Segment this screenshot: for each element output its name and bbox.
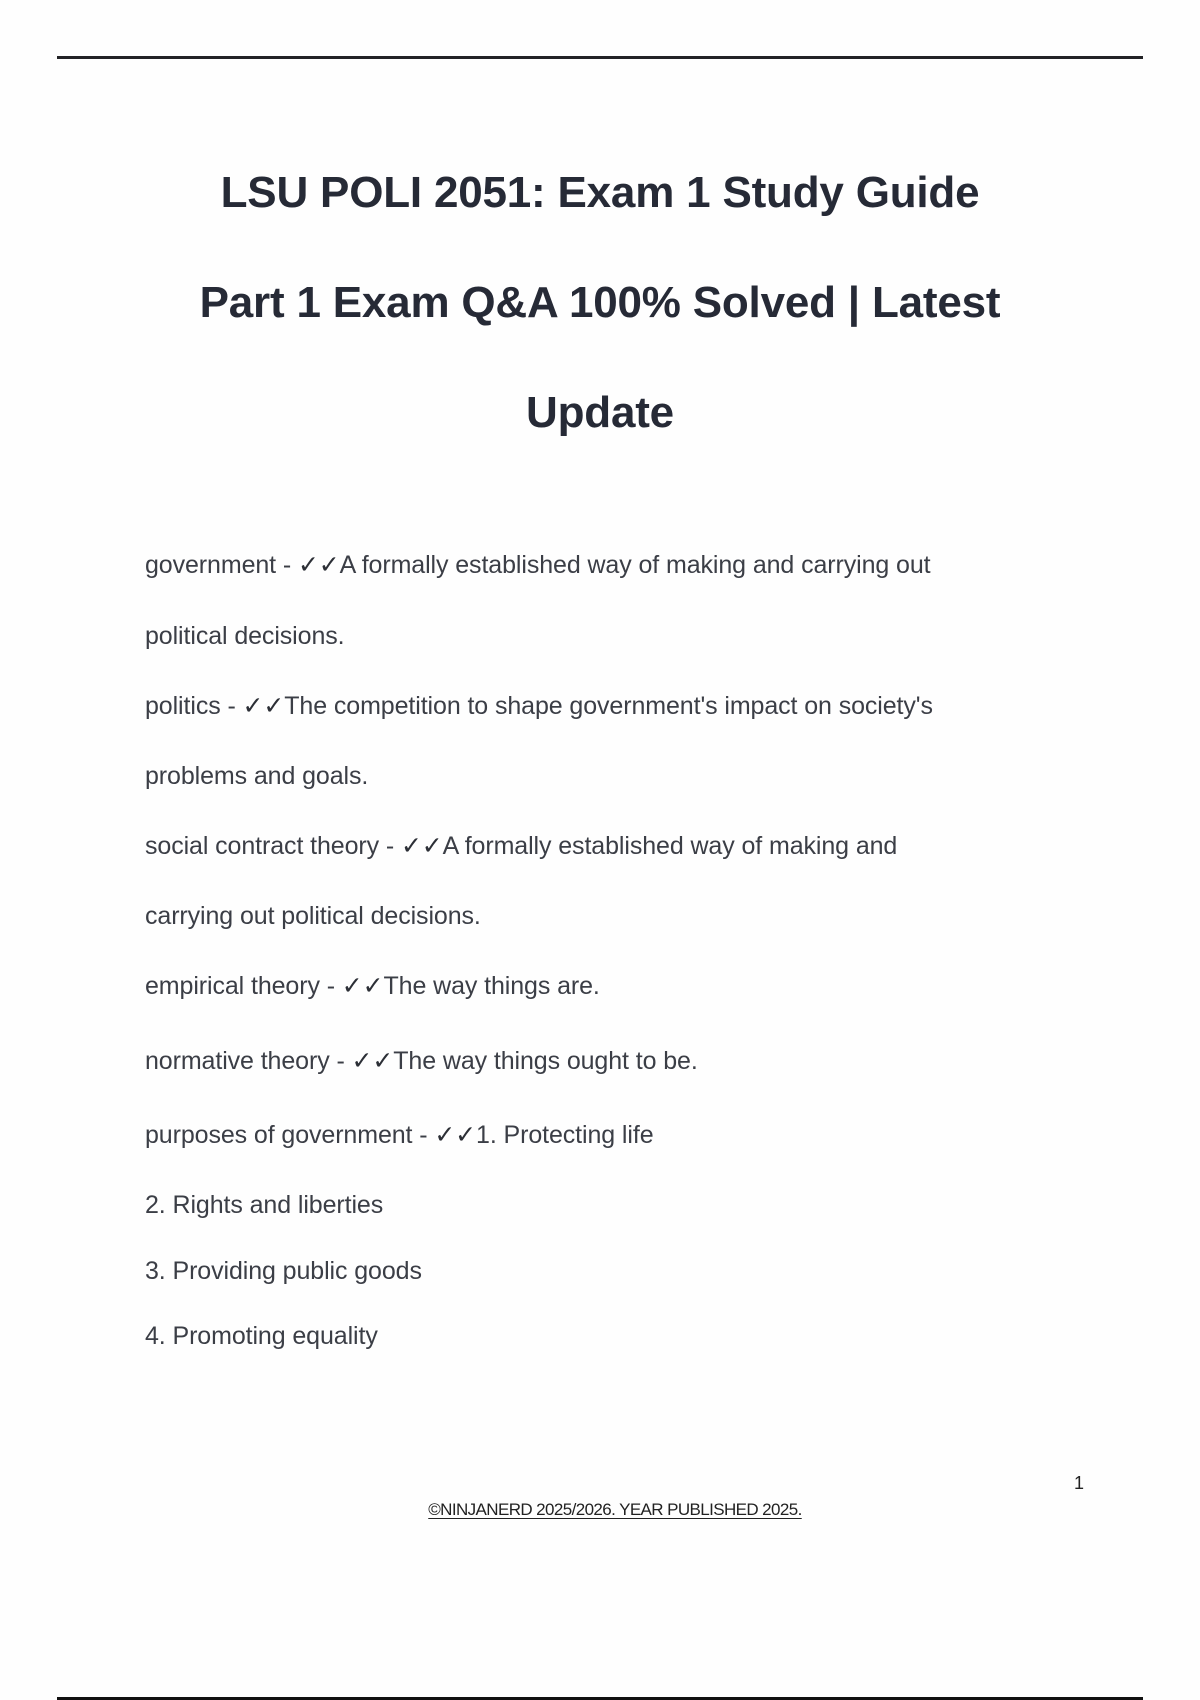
entry-definition: The way things ought to be.: [393, 1047, 698, 1075]
entry-term: government: [145, 551, 277, 579]
double-checkmark-icon: ✓✓: [400, 832, 443, 860]
title-line-2: Part 1 Exam Q&A 100% Solved | Latest: [199, 278, 1001, 327]
entry-separator: -: [220, 692, 243, 720]
entry-term: empirical theory: [145, 972, 320, 1000]
entry-definition: The competition to shape government's impact on society's: [284, 692, 933, 720]
document-title: [100, 138, 1100, 468]
entry-term: normative theory: [145, 1047, 330, 1075]
double-checkmark-icon: ✓✓: [242, 692, 285, 720]
entry-social-contract-line-2: carrying out political decisions.: [145, 902, 481, 930]
entry-term: social contract theory: [145, 832, 380, 860]
entry-separator: -: [276, 551, 298, 579]
entry-politics-line-1: [145, 691, 933, 721]
entry-separator: -: [319, 972, 342, 1000]
entry-definition: A formally established way of making and: [442, 832, 898, 860]
double-checkmark-icon: ✓✓: [297, 551, 340, 579]
entry-separator: -: [379, 832, 401, 860]
entry-normative-theory: [145, 1046, 698, 1076]
copyright-text: ©NINJANERD 2025/2026. YEAR PUBLISHED 2025.: [428, 1500, 802, 1519]
double-checkmark-icon: ✓✓: [341, 972, 384, 1000]
entry-government-line-2: political decisions.: [145, 622, 345, 650]
entry-term: politics: [145, 692, 221, 720]
entry-social-contract-line-1: [145, 831, 897, 861]
entry-separator: -: [329, 1047, 352, 1075]
entry-term: purposes of government: [145, 1121, 413, 1149]
title-line-1: LSU POLI 2051: Exam 1 Study Guide: [220, 168, 980, 217]
page-number: 1: [1074, 1473, 1085, 1493]
entry-definition: A formally established way of making and carrying out: [339, 551, 931, 579]
entry-politics-line-2: problems and goals.: [145, 762, 369, 790]
double-checkmark-icon: ✓✓: [351, 1047, 394, 1075]
entry-purposes-line-1: [145, 1120, 654, 1150]
entry-purposes-line-3: 3. Providing public goods: [145, 1257, 422, 1285]
entry-purposes-line-4: 4. Promoting equality: [145, 1322, 378, 1350]
entry-separator: -: [412, 1121, 435, 1149]
copyright-footer: [0, 1500, 1200, 1520]
entry-purposes-line-2: 2. Rights and liberties: [145, 1191, 384, 1219]
entry-government-line-1: [145, 550, 931, 580]
entry-definition: 1. Protecting life: [476, 1121, 654, 1149]
title-line-3: Update: [526, 388, 674, 437]
double-checkmark-icon: ✓✓: [434, 1121, 477, 1149]
entry-definition: The way things are.: [383, 972, 600, 1000]
entry-empirical-theory: [145, 971, 600, 1001]
top-horizontal-rule: [57, 56, 1143, 59]
